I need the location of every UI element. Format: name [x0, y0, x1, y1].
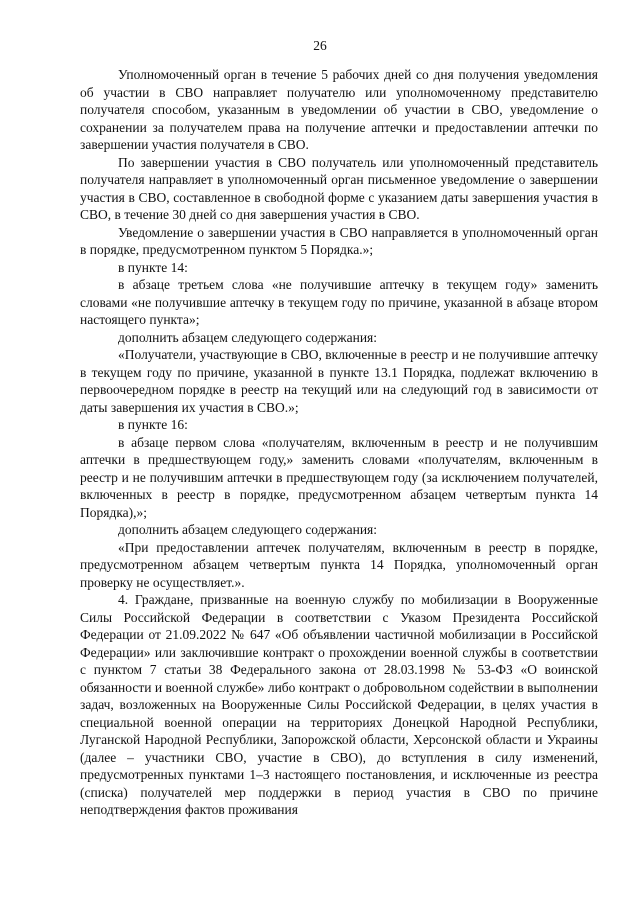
paragraph: «При предоставлении аптечек получателям, включенным в реестр в порядке, предусмотренном абзацем четвертым пункта 14 Порядка, уполномоченный орган проверку не осуществляет.». [80, 539, 598, 590]
paragraph: дополнить абзацем следующего содержания: [118, 329, 378, 345]
paragraph: в пункте 14: [118, 259, 188, 275]
document-body [80, 66, 598, 819]
paragraph: в пункте 16: [118, 417, 188, 432]
page-number: 26 [313, 38, 327, 53]
paragraph: Уведомление о завершении участия в СВО направляется в уполномоченный орган в порядке, предусмотренном пунктом 5 Порядка.»; [80, 224, 598, 257]
paragraph: 4. Граждане, призванные на военную службу по мобилизации в Вооруженные Силы Российской Федерации в соответствии с Указом Президента Российской Федерации от 21.09.2022 № 647 «Об объявлении частичной мобилизации в Российской Федерации» или заключившие контракт о прохождении военной службы в соответствии с пунктом 7 статьи 38 Федерального закона от 28.03.1998 № 53-ФЗ «О воинской обязанности и военной службе» либо контракт о добровольном содействии в выполнении задач, возложенных на Вооруженные Силы Российской Федерации, в целях участия в специальной военной операции на территориях Донецкой Народной Республики, Луганской Народной Республики, Запорожской области, Херсонской области и Украины (далее – участники СВО, участие в СВО), до вступления в силу изменений, предусмотренных пунктами 1–3 настоящего постановления, и исключенные из реестра (списка) получателей мер поддержки в период участия в СВО по причине неподтверждения фактов проживания [80, 592, 598, 817]
paragraph: дополнить абзацем следующего содержания: [118, 522, 378, 537]
paragraph: «Получатели, участвующие в СВО, включенные в реестр и не получившие аптечку в текущем году по причине, указанной в пункте 13.1 Порядка, подлежат включению в первоочередном порядке в реестр на текущий или на следующий год в зависимости от даты завершения их участия в СВО.»; [80, 347, 598, 415]
paragraph: в абзаце третьем слова «не получившие аптечку в текущем году» заменить словами «не получившие аптечку в текущем году по причине, указанной в абзаце втором настоящего пункта»; [80, 277, 598, 327]
paragraph: По завершении участия в СВО получатель или уполномоченный представитель получателя направляет в уполномоченный орган письменное уведомление о завершении участия в СВО, составленное в свободной форме с указанием даты завершения участия в СВО, в течение 30 дней со дня завершения участия в СВО. [80, 154, 598, 222]
paragraph: Уполномоченный орган в течение 5 рабочих дней со дня получения уведомления об участии в СВО направляет получателю или уполномоченному представителю получателя способом, указанным в уведомлении об участии в СВО, уведомление о сохранении за получателем права на получение аптечки и предоставлении аптечки по завершении участия получателя в СВО. [80, 67, 598, 152]
paragraph: в абзаце первом слова «получателям, включенным в реестр и не получившим аптечки в предшествующем году,» заменить словами «получателям, включенным в реестр и не получившим аптечки в предшествующем году (за исключением получателей, включенных в реестр в порядке, предусмотренном абзацем четвертым пункта 14 Порядка),»; [80, 434, 598, 520]
